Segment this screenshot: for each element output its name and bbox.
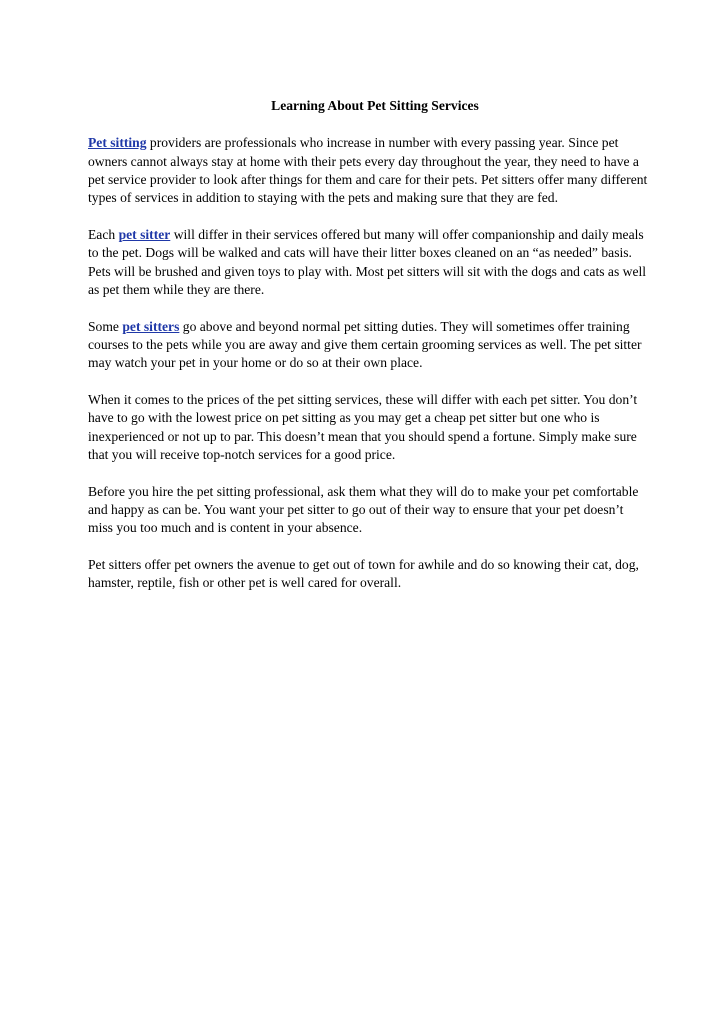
document-body bbox=[88, 97, 648, 611]
paragraph-4-text: When it comes to the prices of the pet sitting services, these will differ with each pet sitter. You don’t have to go with the lowest price on pet sitting as you may get a cheap pet sitter but one who is inexperienced or not up to par. This doesn’t mean that you should spend a fortune. Simply make sure that you will receive top-notch services for a good price. bbox=[88, 392, 638, 462]
paragraph-2-text: will differ in their services offered but many will offer companionship and daily meals to the pet. Dogs will be walked and cats will have their litter boxes cleaned on an “as needed” basis. Pets will be brushed and given toys to play with. Most pet sitters will sit with the dogs and cats as well as pet them while they are there. bbox=[88, 226, 647, 297]
pet-sitter-link[interactable]: pet sitter bbox=[118, 226, 171, 242]
paragraph-4 bbox=[88, 391, 648, 464]
pet-sitting-link[interactable]: Pet sitting bbox=[88, 135, 147, 151]
paragraph-3-text: go above and beyond normal pet sitting duties. They will sometimes offer training courses to the pets while you are away and give them certain grooming services as well. The pet sitter may watch your pet in your home or do so at their own place. bbox=[88, 318, 642, 371]
paragraph-3 bbox=[88, 318, 648, 373]
paragraph-3-lead: Some bbox=[88, 318, 123, 334]
paragraph-6 bbox=[88, 556, 648, 593]
paragraph-6-text: Pet sitters offer pet owners the avenue to get out of town for awhile and do so knowing their cat, dog, hamster, reptile, fish or other pet is well cared for overall. bbox=[88, 557, 639, 591]
paragraph-5-text: Before you hire the pet sitting professional, ask them what they will do to make your pet comfortable and happy as can be. You want your pet sitter to go out of their way to ensure that your pet doesn’t miss you too much and is content in your absence. bbox=[88, 483, 639, 536]
paragraph-5 bbox=[88, 483, 648, 538]
document-title: Learning About Pet Sitting Services bbox=[271, 98, 479, 113]
paragraph-1 bbox=[88, 134, 648, 207]
paragraph-2 bbox=[88, 226, 648, 299]
pet-sitters-link[interactable]: pet sitters bbox=[122, 318, 180, 334]
paragraph-1-text: providers are professionals who increase in number with every passing year. Since pet owners cannot always stay at home with their pets every day throughout the year, they need to have a pet service provider to look after things for them and care for their pets. Pet sitters offer many different types of services in addition to staying with the pets and making sure that they are fed. bbox=[88, 135, 648, 206]
paragraph-2-lead: Each bbox=[88, 226, 119, 242]
